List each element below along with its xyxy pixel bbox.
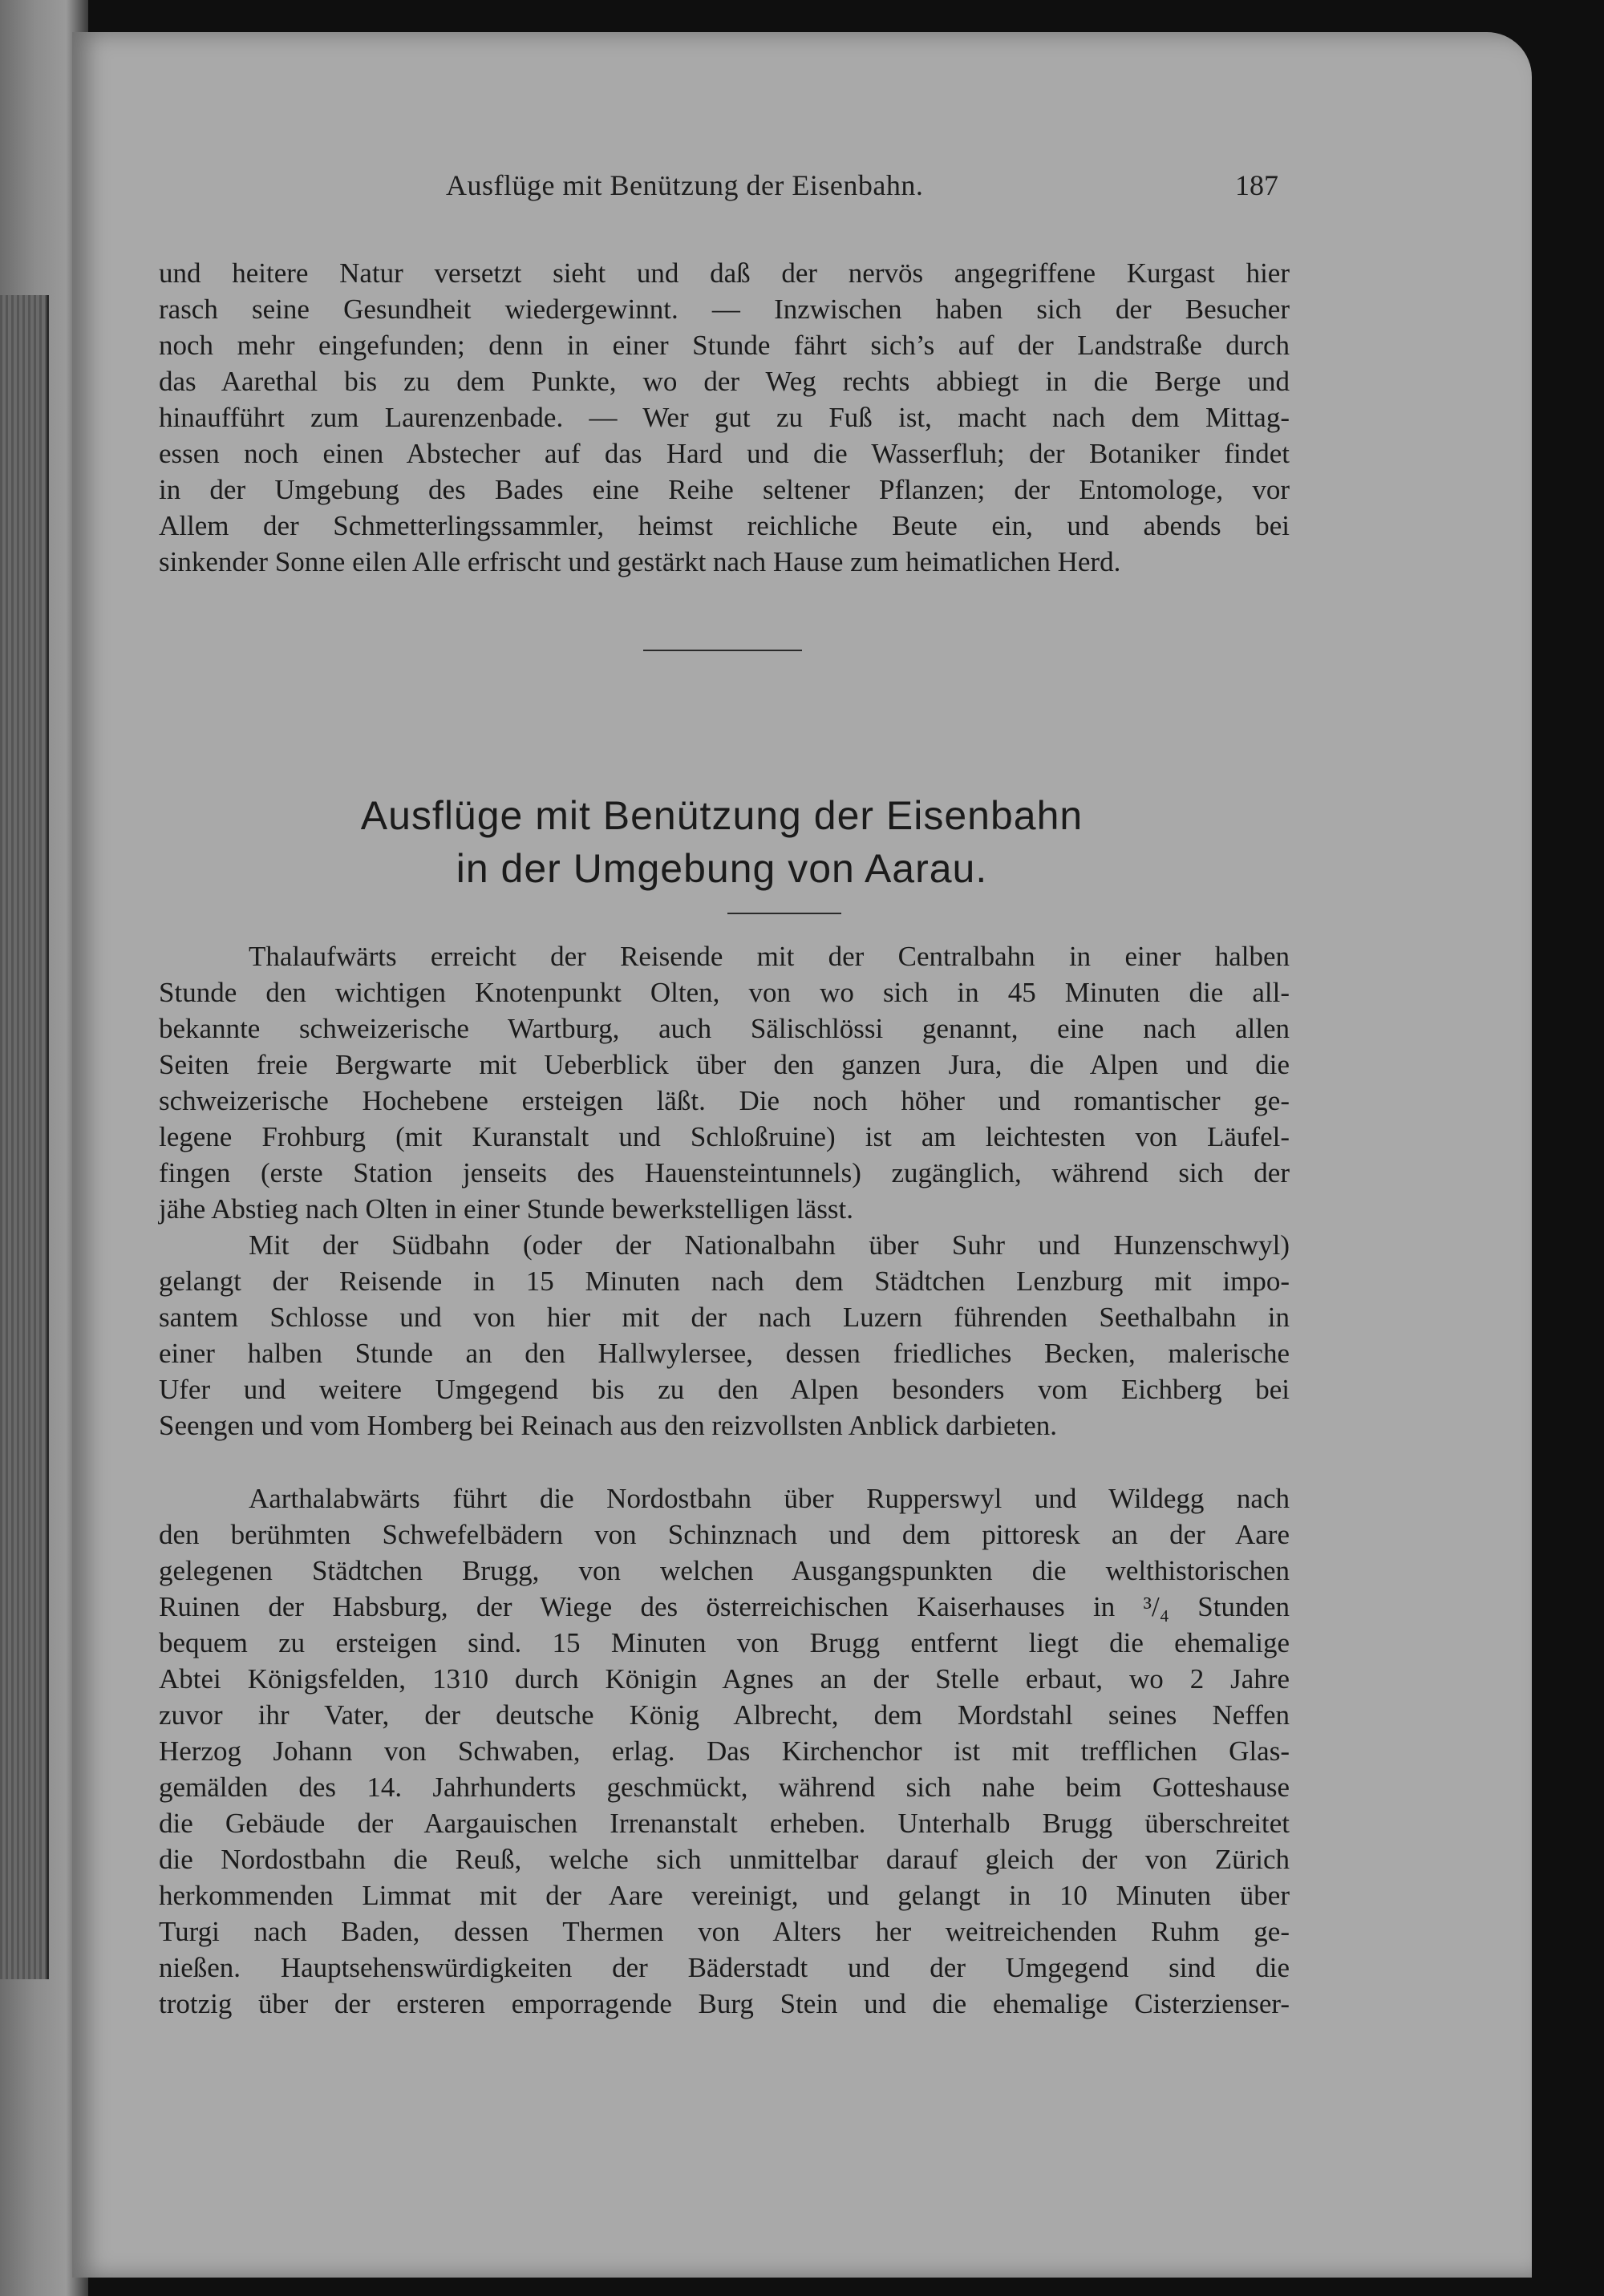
text-line: die Gebäude der Aargauischen Irrenanstalt erheben. Unterhalb Brugg überschreitet bbox=[159, 1808, 1290, 1839]
text-line: Abtei Königsfelden, 1310 durch Königin Agnes an der Stelle erbaut, wo 2 Jahre bbox=[159, 1663, 1290, 1695]
text-line: rasch seine Gesundheit wiedergewinnt. — Inzwischen haben sich der Besucher bbox=[159, 294, 1290, 325]
paragraph-brugg bbox=[159, 1480, 1290, 2022]
text-line: den berühmten Schwefelbädern von Schinznach und dem pittoresk an der Aare bbox=[159, 1519, 1290, 1550]
text-line: noch mehr eingefunden; denn in einer Stunde fährt sich’s auf der Landstraße durch bbox=[159, 330, 1290, 361]
text-line: fingen (erste Station jenseits des Hauensteintunnels) zugänglich, während sich der bbox=[159, 1157, 1290, 1188]
text-line: Seiten freie Bergwarte mit Ueberblick über den ganzen Jura, die Alpen und die bbox=[159, 1049, 1290, 1080]
text-line: sinkender Sonne eilen Alle erfrischt und gestärkt nach Hause zum heimatlichen Herd. bbox=[159, 546, 1121, 577]
section-heading-line-1: Ausflüge mit Benützung der Eisenbahn bbox=[360, 793, 1084, 838]
text-line: essen noch einen Abstecher auf das Hard und die Wasserfluh; der Botaniker findet bbox=[159, 438, 1290, 469]
heading-underline-rule bbox=[727, 913, 841, 914]
section-divider-rule bbox=[643, 650, 802, 651]
section-heading-line-2: in der Umgebung von Aarau. bbox=[456, 846, 988, 891]
text-line: die Nordostbahn die Reuß, welche sich unmittelbar darauf gleich der von Zürich bbox=[159, 1844, 1290, 1875]
text-line: bekannte schweizerische Wartburg, auch Sälischlössi genannt, eine nach allen bbox=[159, 1013, 1290, 1044]
text-line: santem Schlosse und von hier mit der nach Luzern führenden Seethalbahn in bbox=[159, 1302, 1290, 1333]
text-line: trotzig über der ersteren emporragende Burg Stein und die ehemalige Cisterzienser- bbox=[159, 1988, 1290, 2019]
text-line: Herzog Johann von Schwaben, erlag. Das Kirchenchor ist mit trefflichen Glas- bbox=[159, 1735, 1290, 1767]
text-line: Thalaufwärts erreicht der Reisende mit der Centralbahn in einer halben bbox=[249, 941, 1290, 972]
text-line: und heitere Natur versetzt sieht und daß der nervös angegriffene Kurgast hier bbox=[159, 257, 1290, 289]
text-line: zuvor ihr Vater, der deutsche König Albrecht, dem Mordstahl seines Neffen bbox=[159, 1699, 1290, 1731]
running-head bbox=[72, 168, 1532, 217]
text-line: nießen. Hauptsehenswürdigkeiten der Bäderstadt und der Umgegend sind die bbox=[159, 1952, 1290, 1983]
paragraph-olten bbox=[159, 938, 1290, 1227]
book-page bbox=[72, 32, 1532, 2278]
text-line: gelangt der Reisende in 15 Minuten nach dem Städtchen Lenzburg mit impo- bbox=[159, 1265, 1290, 1297]
running-head-title: Ausflüge mit Benützung der Eisenbahn. bbox=[446, 169, 924, 201]
text-line: herkommenden Limmat mit der Aare vereinigt, und gelangt in 10 Minuten über bbox=[159, 1880, 1290, 1911]
text-line: Allem der Schmetterlingssammler, heimst reichliche Beute ein, und abends bei bbox=[159, 510, 1290, 541]
text-line: Ruinen der Habsburg, der Wiege des österreichischen Kaiserhauses in ³/₄ Stunden bbox=[159, 1591, 1290, 1622]
text-line: bequem zu ersteigen sind. 15 Minuten von Brugg entfernt liegt die ehemalige bbox=[159, 1627, 1290, 1658]
text-line: Seengen und vom Homberg bei Reinach aus den reizvollsten Anblick darbieten. bbox=[159, 1410, 1058, 1441]
paragraph-lenzburg bbox=[159, 1227, 1290, 1444]
text-line: hinaufführt zum Laurenzenbade. — Wer gut zu Fuß ist, macht nach dem Mittag- bbox=[159, 402, 1290, 433]
text-line: schweizerische Hochebene ersteigen läßt. Die noch höher und romantischer ge- bbox=[159, 1085, 1290, 1116]
text-line: gelegenen Städtchen Brugg, von welchen Ausgangspunkten die welthistorischen bbox=[159, 1555, 1290, 1586]
text-line: Ufer und weitere Umgegend bis zu den Alpen besonders vom Eichberg bei bbox=[159, 1374, 1290, 1405]
text-line: Turgi nach Baden, dessen Thermen von Alters her weitreichenden Ruhm ge- bbox=[159, 1916, 1290, 1947]
text-line: Aarthalabwärts führt die Nordostbahn über Rupperswyl und Wildegg nach bbox=[249, 1483, 1290, 1514]
text-line: Mit der Südbahn (oder der Nationalbahn über Suhr und Hunzenschwyl) bbox=[249, 1229, 1290, 1261]
intro-paragraph bbox=[159, 255, 1290, 580]
text-line: Stunde den wichtigen Knotenpunkt Olten, von wo sich in 45 Minuten die all- bbox=[159, 977, 1290, 1008]
text-line: das Aarethal bis zu dem Punkte, wo der Weg rechts abbiegt in die Berge und bbox=[159, 366, 1290, 397]
page-number: 187 bbox=[1235, 169, 1278, 201]
previous-page-illustration-strip bbox=[0, 295, 49, 1979]
text-line: in der Umgebung des Bades eine Reihe seltener Pflanzen; der Entomologe, vor bbox=[159, 474, 1290, 505]
text-line: jähe Abstieg nach Olten in einer Stunde bewerkstelligen lässt. bbox=[159, 1193, 854, 1225]
text-line: legene Frohburg (mit Kuranstalt und Schloßruine) ist am leichtesten von Läufel- bbox=[159, 1121, 1290, 1152]
text-line: gemälden des 14. Jahrhunderts geschmückt, während sich nahe beim Gotteshause bbox=[159, 1772, 1290, 1803]
text-line: einer halben Stunde an den Hallwylersee, dessen friedliches Becken, malerische bbox=[159, 1338, 1290, 1369]
